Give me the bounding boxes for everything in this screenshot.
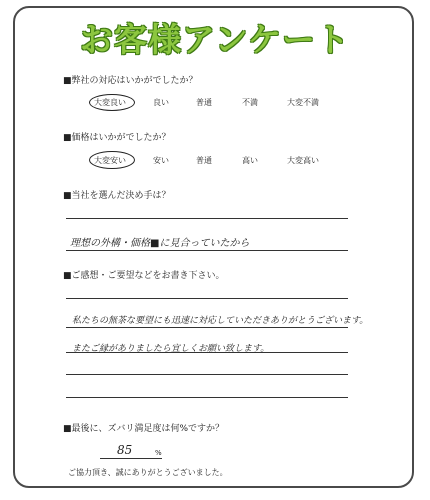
question-price <box>63 130 171 143</box>
option-service-2[interactable]: 良い <box>153 98 169 107</box>
question-service <box>63 73 198 86</box>
answer-line <box>66 352 348 353</box>
option-price-2[interactable]: 安い <box>153 156 169 165</box>
satisfaction-underline <box>100 458 162 459</box>
question-reason-label: ■当社を選んだ決め手は？ <box>63 191 171 201</box>
option-price-5[interactable]: 大変高い <box>287 156 319 165</box>
answer-line <box>66 397 348 398</box>
answer-line <box>66 218 348 219</box>
question-feedback-label: ■ご感想・ご要望などをお書き下さい。 <box>63 271 225 281</box>
thank-you-note: ご協力頂き、誠にありがとうございました。 <box>68 468 228 477</box>
option-service-4[interactable]: 不満 <box>242 98 258 107</box>
option-price-1[interactable]: 大変安い <box>94 156 126 165</box>
answer-line <box>66 250 348 251</box>
question-satisfaction <box>63 421 224 434</box>
question-reason <box>63 188 171 201</box>
option-price-3[interactable]: 普通 <box>196 156 212 165</box>
question-satisfaction-label: ■最後に、ズバリ満足度は何%ですか？ <box>63 424 225 434</box>
answer-line <box>66 298 348 299</box>
option-service-5[interactable]: 大変不満 <box>287 98 319 107</box>
answer-feedback-line-1: 私たちの無茶な要望にも迅速に対応していただきありがとうございます。 <box>72 316 369 326</box>
question-price-label: ■価格はいかがでしたか？ <box>63 133 171 143</box>
answer-line <box>66 327 348 328</box>
option-price-4[interactable]: 高い <box>242 156 258 165</box>
satisfaction-unit: % <box>155 449 162 457</box>
option-service-3[interactable]: 普通 <box>196 98 212 107</box>
satisfaction-value: 85 <box>117 443 133 457</box>
answer-line <box>66 374 348 375</box>
question-service-label: ■弊社の対応はいかがでしたか？ <box>63 76 198 86</box>
answer-reason-text: 理想の外構・価格■に見合っていたから <box>70 238 250 249</box>
survey-title: お客様アンケート <box>79 20 351 59</box>
question-feedback <box>63 268 225 281</box>
option-service-1[interactable]: 大変良い <box>94 98 126 107</box>
answer-feedback-line-2: またご縁がありましたら宜しくお願い致します。 <box>72 344 270 354</box>
